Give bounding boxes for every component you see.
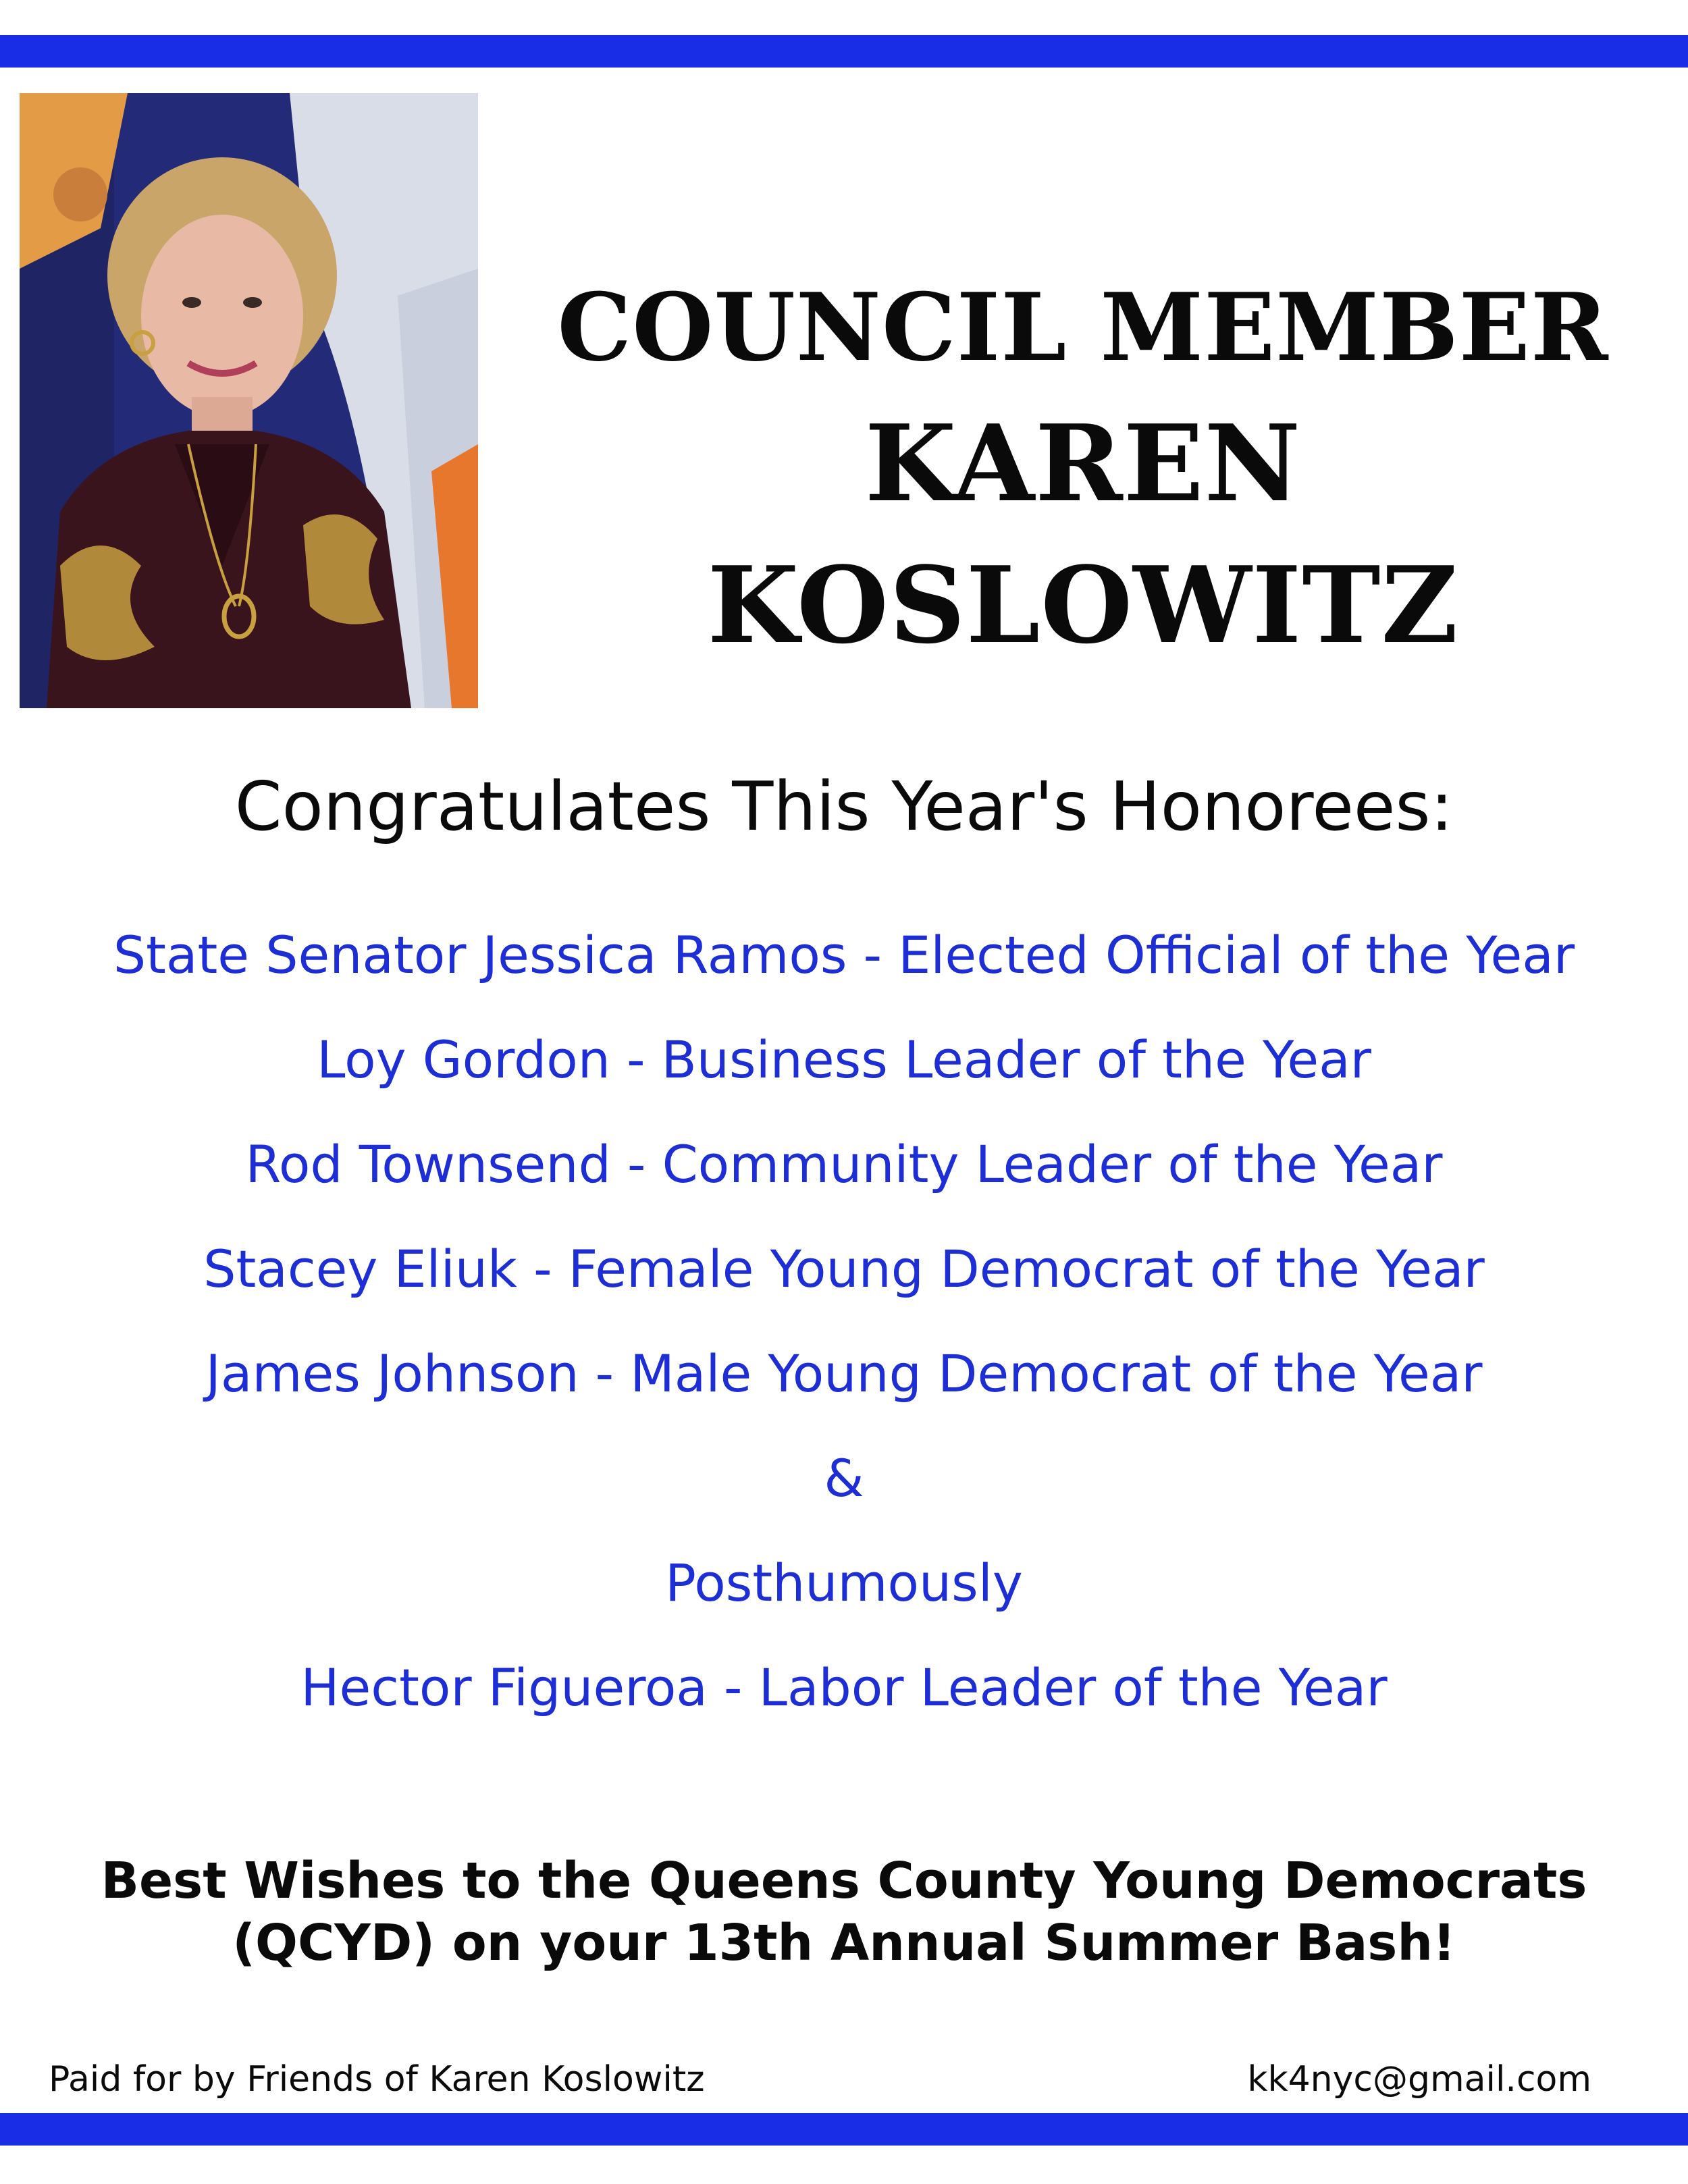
- top-blue-rule: [0, 35, 1688, 68]
- honoree-line: Hector Figueroa - Labor Leader of the Year: [300, 1657, 1388, 1717]
- header-title: [478, 270, 1688, 676]
- congrats-heading: Congratulates This Year's Honorees:: [234, 767, 1454, 846]
- bottom-blue-rule: [0, 2113, 1688, 2146]
- honoree-line: James Johnson - Male Young Democrat of the Year: [205, 1343, 1483, 1404]
- best-wishes-message: [0, 1850, 1688, 1974]
- honoree-ampersand: &: [824, 1448, 864, 1508]
- honoree-line: Rod Townsend - Community Leader of the Year: [245, 1134, 1443, 1194]
- paid-for-disclaimer: Paid for by Friends of Karen Koslowitz: [49, 2059, 705, 2100]
- honoree-posthumously: Posthumously: [665, 1553, 1023, 1613]
- honoree-line: State Senator Jessica Ramos - Elected Official of the Year: [113, 925, 1575, 985]
- portrait-illustration: [20, 93, 478, 708]
- title-name: KAREN KOSLOWITZ: [707, 402, 1459, 667]
- honoree-line: Loy Gordon - Business Leader of the Year: [317, 1030, 1371, 1090]
- honoree-list: [0, 918, 1688, 1755]
- title-council-member: COUNCIL MEMBER: [557, 272, 1609, 382]
- honoree-line: Stacey Eliuk - Female Young Democrat of the Year: [203, 1239, 1485, 1299]
- best-wishes-line1: Best Wishes to the Queens County Young Democrats: [101, 1852, 1587, 1910]
- contact-email: kk4nyc@gmail.com: [1247, 2059, 1591, 2100]
- best-wishes-line2: (QCYD) on your 13th Annual Summer Bash!: [232, 1914, 1456, 1972]
- portrait-photo: [20, 93, 478, 708]
